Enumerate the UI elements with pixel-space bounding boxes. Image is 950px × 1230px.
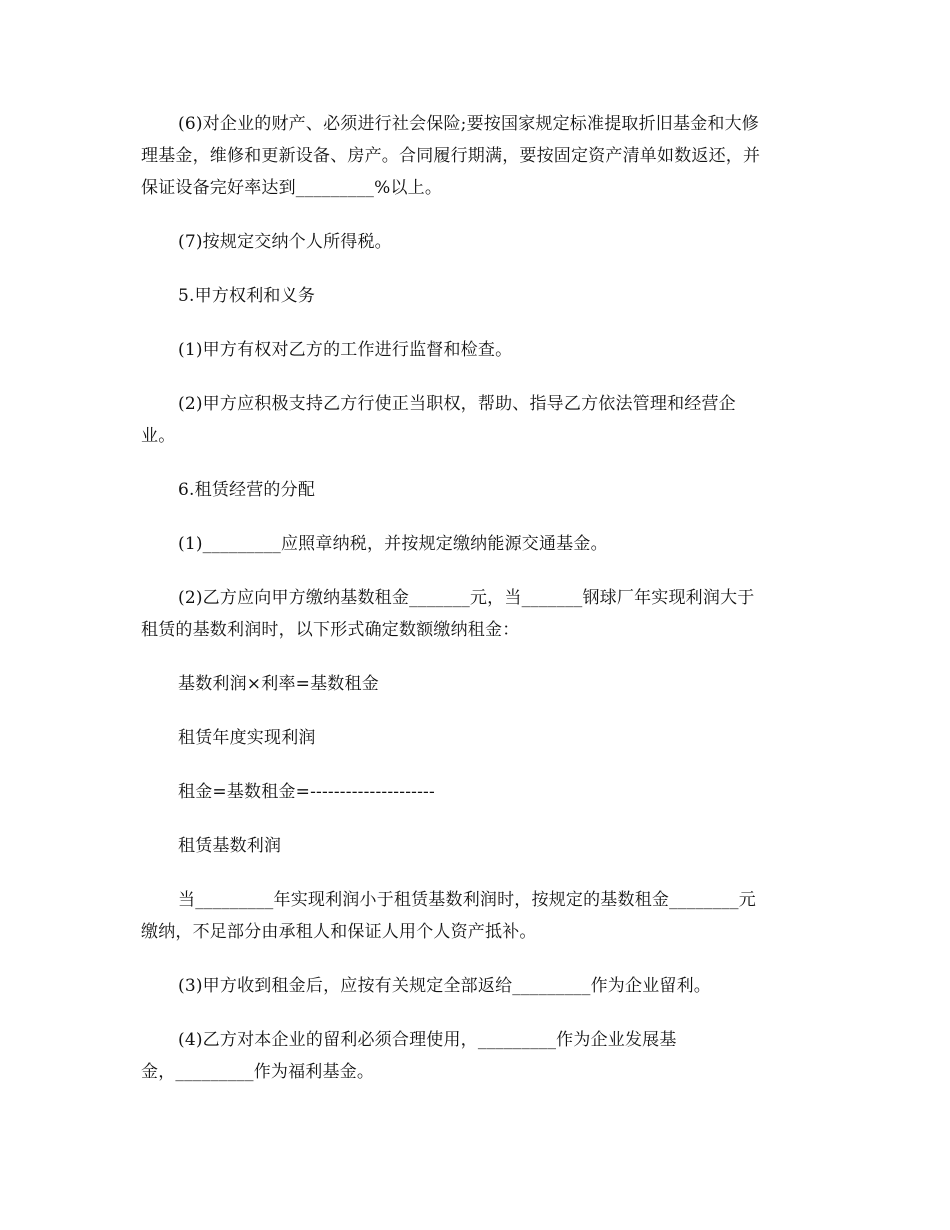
section-5-heading: 5.甲方权利和义务 xyxy=(178,286,316,306)
shortfall-paragraph-line-1: 当_________年实现利润小于租赁基数利润时，按规定的基数租金________元 xyxy=(178,890,756,910)
shortfall-paragraph-line-2: 缴纳，不足部分由承租人和保证人用个人资产抵补。 xyxy=(141,922,537,942)
paragraph-6-line-2: 理基金，维修和更新设备、房产。合同履行期满，要按固定资产清单如数返还，并 xyxy=(141,146,761,166)
formula-denominator: 租赁基数利润 xyxy=(178,836,282,856)
formula-base-rent: 基数利润×利率=基数租金 xyxy=(178,674,379,694)
section-6-item-3: (3)甲方收到租金后，应按有关规定全部返给_________作为企业留利。 xyxy=(178,976,711,996)
section-5-item-2-line-2: 业。 xyxy=(141,426,176,446)
section-6-heading: 6.租赁经营的分配 xyxy=(178,480,316,500)
section-5-item-1: (1)甲方有权对乙方的工作进行监督和检查。 xyxy=(178,340,513,360)
section-6-item-4-line-2: 金，_________作为福利基金。 xyxy=(141,1062,375,1082)
paragraph-6-line-3: 保证设备完好率达到_________%以上。 xyxy=(141,178,443,198)
section-6-item-2-line-1: (2)乙方应向甲方缴纳基数租金_______元，当_______钢球厂年实现利润大于 xyxy=(178,588,755,608)
formula-numerator: 租赁年度实现利润 xyxy=(178,728,316,748)
section-6-item-4-line-1: (4)乙方对本企业的留利必须合理使用，_________作为企业发展基 xyxy=(178,1030,677,1050)
section-5-item-2-line-1: (2)甲方应积极支持乙方行使正当职权，帮助、指导乙方依法管理和经营企 xyxy=(178,394,736,414)
paragraph-6-line-1: (6)对企业的财产、必须进行社会保险;要按国家规定标准提取折旧基金和大修 xyxy=(178,114,760,134)
paragraph-7: (7)按规定交纳个人所得税。 xyxy=(178,232,392,252)
section-6-item-1: (1)_________应照章纳税，并按规定缴纳能源交通基金。 xyxy=(178,534,608,554)
formula-rent-line: 租金=基数租金=--------------------- xyxy=(178,782,435,802)
section-6-item-2-line-2: 租赁的基数利润时，以下形式确定数额缴纳租金： xyxy=(141,620,520,640)
